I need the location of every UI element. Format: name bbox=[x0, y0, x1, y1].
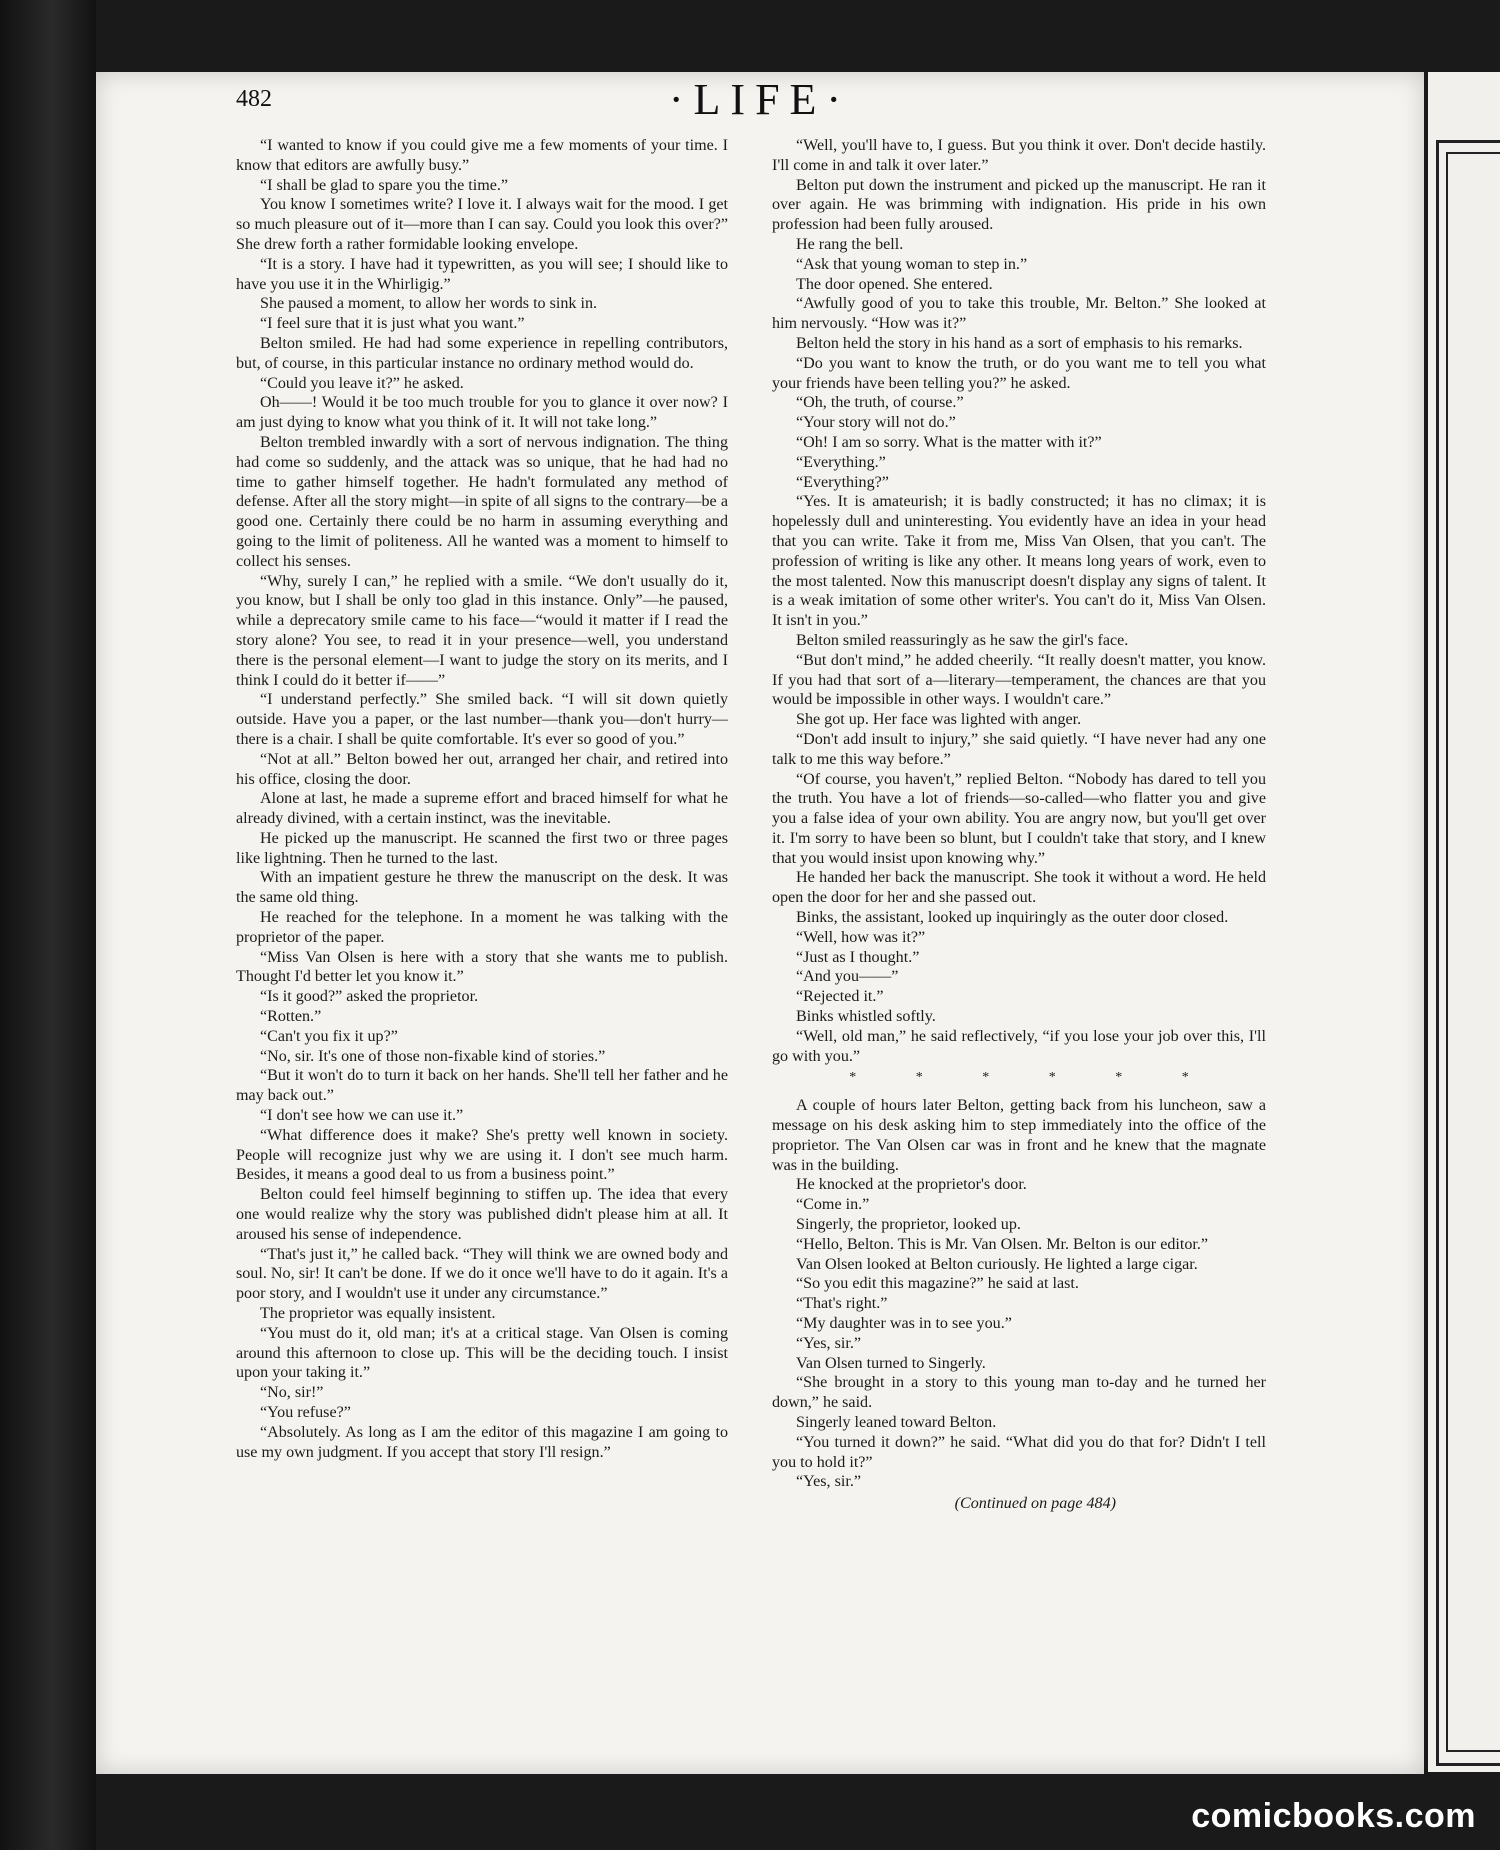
paragraph: “No, sir. It's one of those non-fixable kind of stories.” bbox=[260, 1047, 606, 1065]
paragraph: “So you edit this magazine?” he said at last. bbox=[796, 1275, 1079, 1293]
continued-note: (Continued on page 484) bbox=[954, 1495, 1116, 1513]
paragraph: “You must do it, old man; it's at a critical stage. Van Olsen is coming around this afternoon to close up. This will be the deciding touch. I insist upon your taking it.” bbox=[236, 1324, 728, 1382]
paragraph: Singerly leaned toward Belton. bbox=[796, 1414, 997, 1431]
paragraph: The door opened. She entered. bbox=[796, 275, 993, 293]
paragraph: He knocked at the proprietor's door. bbox=[796, 1176, 1027, 1194]
section-separator: * * * * * * bbox=[849, 1070, 1217, 1086]
paragraph: “Can't you fix it up?” bbox=[260, 1027, 398, 1045]
paragraph: Belton put down the instrument and picked up the manuscript. He ran it over again. He was brimming with indignation. His pride in his own profession had been fully aroused. bbox=[772, 176, 1266, 234]
paragraph: “Come in.” bbox=[796, 1196, 870, 1214]
paragraph: “Everything.” bbox=[796, 453, 886, 471]
paragraph: “Yes, sir.” bbox=[796, 1473, 861, 1491]
paragraph: “Oh! I am so sorry. What is the matter with it?” bbox=[796, 433, 1102, 451]
paragraph: Belton smiled. He had had some experience in repelling contributors, but, of course, in this particular instance no ordinary method would do. bbox=[236, 334, 728, 372]
paragraph: “Absolutely. As long as I am the editor of this magazine I am going to use my own judgment. If you accept that story I'll resign.” bbox=[236, 1423, 728, 1461]
paragraph: “What difference does it make? She's pretty well known in society. People will recognize just why we are using it. I don't see much harm. Besides, it means a good deal to us from a business point.” bbox=[236, 1126, 728, 1184]
page-header bbox=[96, 72, 1424, 132]
paragraph: “Yes. It is amateurish; it is badly constructed; it has no climax; it is hopelessly dull and uninteresting. You evidently have an idea in your head that you can write. Take it from me, Miss Van Olsen, that you can't. The profession of writing is like any other. It means long years of work, even to the most talented. Now this manuscript doesn't display any signs of talent. It is a weak imitation of some other writer's. You can't do it, Miss Van Olsen. It isn't in you.” bbox=[772, 493, 1266, 630]
paragraph: “Of course, you haven't,” replied Belton. “Nobody has dared to tell you the truth. You have a lot of friends—so-called—who flatter you and give you a false idea of your own ability. You are angry now, but you'll get over it. I'm sorry to have been so blunt, but I couldn't take that story, and I knew that you would insist upon knowing why.” bbox=[772, 770, 1266, 867]
paragraph: “But it won't do to turn it back on her hands. She'll tell her father and he may back out.” bbox=[236, 1067, 728, 1105]
paragraph: Alone at last, he made a supreme effort and braced himself for what he already divined, with a certain instinct, was the inevitable. bbox=[236, 790, 728, 828]
paragraph: “She brought in a story to this young man to-day and he turned her down,” he said. bbox=[772, 1374, 1266, 1412]
ad-frame-inner bbox=[1446, 152, 1500, 1752]
paragraph: “Don't add insult to injury,” she said quietly. “I have never had any one talk to me this way before.” bbox=[772, 730, 1266, 768]
paragraph: He rang the bell. bbox=[796, 235, 904, 253]
paragraph: “Just as I thought.” bbox=[796, 948, 920, 966]
paragraph: “I feel sure that it is just what you want.” bbox=[260, 315, 525, 333]
left-column bbox=[236, 136, 728, 1462]
paragraph: The proprietor was equally insistent. bbox=[260, 1305, 496, 1323]
paragraph: Belton trembled inwardly with a sort of nervous indignation. The thing had come so suddenly, and the attack was so unique, that he had had no time to gather himself together. He hadn't formulated any method of defense. After all the story might—in spite of all signs to the contrary—be a good one. Certainly there could be no harm in assuming everything and going to the limit of politeness. All he wanted was a moment to himself to collect his senses. bbox=[236, 433, 728, 570]
paragraph: She paused a moment, to allow her words to sink in. bbox=[260, 295, 598, 313]
paragraph: “Oh, the truth, of course.” bbox=[796, 394, 964, 412]
paragraph: Oh——! Would it be too much trouble for you to glance it over now? I am just dying to know what you think of it. It will not take long.” bbox=[236, 394, 728, 432]
paragraph: With an impatient gesture he threw the manuscript on the desk. It was the same old thing. bbox=[236, 869, 728, 907]
paragraph: “That's right.” bbox=[796, 1295, 888, 1313]
paragraph: “I understand perfectly.” She smiled back. “I will sit down quietly outside. Have you a paper, or the last number—thank you—don't hurry—there is a chair. I shall be quite comfortable. It's ever so good of you.” bbox=[236, 691, 728, 748]
paragraph: “Everything?” bbox=[796, 473, 889, 491]
paragraph: He picked up the manuscript. He scanned the first two or three pages like lightning. Then he turned to the last. bbox=[236, 829, 728, 867]
paragraph: “Ask that young woman to step in.” bbox=[796, 255, 1028, 273]
paragraph: Van Olsen turned to Singerly. bbox=[796, 1354, 986, 1372]
paragraph: Van Olsen looked at Belton curiously. He lighted a large cigar. bbox=[796, 1255, 1198, 1273]
paragraph: Singerly, the proprietor, looked up. bbox=[796, 1216, 1021, 1234]
paragraph: “My daughter was in to see you.” bbox=[796, 1315, 1012, 1333]
paragraph: “I wanted to know if you could give me a few moments of your time. I know that editors are awfully busy.” bbox=[236, 137, 728, 174]
paragraph: “Awfully good of you to take this trouble, Mr. Belton.” She looked at him nervously. “How was it?” bbox=[772, 295, 1266, 333]
paragraph: Belton held the story in his hand as a sort of emphasis to his remarks. bbox=[796, 334, 1243, 352]
paragraph: Binks, the assistant, looked up inquiringly as the outer door closed. bbox=[796, 909, 1229, 927]
magazine-page bbox=[96, 72, 1424, 1774]
paragraph: “You refuse?” bbox=[260, 1404, 351, 1421]
paragraph: You know I sometimes write? I love it. I always wait for the mood. I get so much pleasure out of it—more than I can say. Could you look this over?” She drew forth a rather formidable looking envelope. bbox=[236, 196, 728, 253]
paragraph: He handed her back the manuscript. She took it without a word. He held open the door for her and she passed out. bbox=[772, 869, 1266, 907]
paragraph: “Hello, Belton. This is Mr. Van Olsen. Mr. Belton is our editor.” bbox=[796, 1235, 1209, 1253]
page-number: 482 bbox=[236, 86, 272, 112]
paragraph: “Rotten.” bbox=[260, 1008, 322, 1026]
paragraph: “Well, you'll have to, I guess. But you think it over. Don't decide hastily. I'll come in and talk it over later.” bbox=[772, 137, 1266, 174]
paragraph: “Yes, sir.” bbox=[796, 1334, 861, 1352]
paragraph: “Do you want to know the truth, or do you want me to tell you what your friends have been telling you?” he asked. bbox=[772, 354, 1266, 392]
paragraph: A couple of hours later Belton, getting back from his luncheon, saw a message on his desk asking him to step immediately into the office of the proprietor. The Van Olsen car was in front and he knew that the magnate was in the building. bbox=[772, 1097, 1266, 1174]
paragraph: She got up. Her face was lighted with anger. bbox=[796, 711, 1082, 729]
adjacent-page-edge bbox=[1428, 72, 1500, 1772]
paragraph: “Could you leave it?” he asked. bbox=[260, 374, 464, 392]
paragraph: “Rejected it.” bbox=[796, 988, 884, 1006]
paragraph: Belton could feel himself beginning to stiffen up. The idea that every one would realize why the story was published didn't please him at all. It aroused his sense of independence. bbox=[236, 1186, 728, 1243]
paragraph: “I don't see how we can use it.” bbox=[260, 1107, 464, 1125]
paragraph: “I shall be glad to spare you the time.” bbox=[260, 176, 509, 194]
paragraph: “No, sir!” bbox=[260, 1384, 324, 1402]
scan-border-left bbox=[0, 0, 96, 1850]
right-column bbox=[772, 136, 1266, 1514]
watermark: comicbooks.com bbox=[1191, 1797, 1476, 1835]
paragraph: “It is a story. I have had it typewritten, as you will see; I should like to have you use it in the Whirligig.” bbox=[236, 255, 728, 293]
paragraph: “But don't mind,” he added cheerily. “It really doesn't matter, you know. If you had that sort of a—literary—temperament, the chances are that you would be impossible in other ways. I wouldn't care.” bbox=[772, 651, 1266, 709]
paragraph: He reached for the telephone. In a moment he was talking with the proprietor of the paper. bbox=[236, 909, 728, 946]
paragraph: “Your story will not do.” bbox=[796, 414, 956, 432]
paragraph: “And you——” bbox=[796, 968, 899, 986]
paragraph: “Well, old man,” he said reflectively, “if you lose your job over this, I'll go with you.” bbox=[772, 1027, 1266, 1065]
masthead-title: ·LIFE· bbox=[668, 75, 852, 124]
paragraph: “You turned it down?” he said. “What did you do that for? Didn't I tell you to hold it?” bbox=[772, 1433, 1266, 1471]
paragraph: “Is it good?” asked the proprietor. bbox=[260, 988, 479, 1006]
paragraph: “Miss Van Olsen is here with a story that she wants me to publish. Thought I'd better let you know it.” bbox=[236, 948, 728, 986]
paragraph: “That's just it,” he called back. “They will think we are owned body and soul. No, sir! It can't be done. If we do it once we'll have to do it again. It's a poor story, and I wouldn't use it under any circumstance.” bbox=[236, 1245, 728, 1303]
paragraph: “Why, surely I can,” he replied with a smile. “We don't usually do it, you know, but I shall be only too glad in this instance. Only”—he paused, while a deprecatory smile came to his face—“would it matter if I read the story alone? You see, to read it in your presence—well, you understand there is the personal element—I want to judge the story on its merits, and I think I could do it better if——” bbox=[236, 572, 728, 689]
paragraph: “Well, how was it?” bbox=[796, 928, 926, 946]
paragraph: “Not at all.” Belton bowed her out, arranged her chair, and retired into his office, closing the door. bbox=[236, 750, 728, 788]
paragraph: Belton smiled reassuringly as he saw the girl's face. bbox=[796, 631, 1129, 649]
paragraph: Binks whistled softly. bbox=[796, 1008, 936, 1026]
